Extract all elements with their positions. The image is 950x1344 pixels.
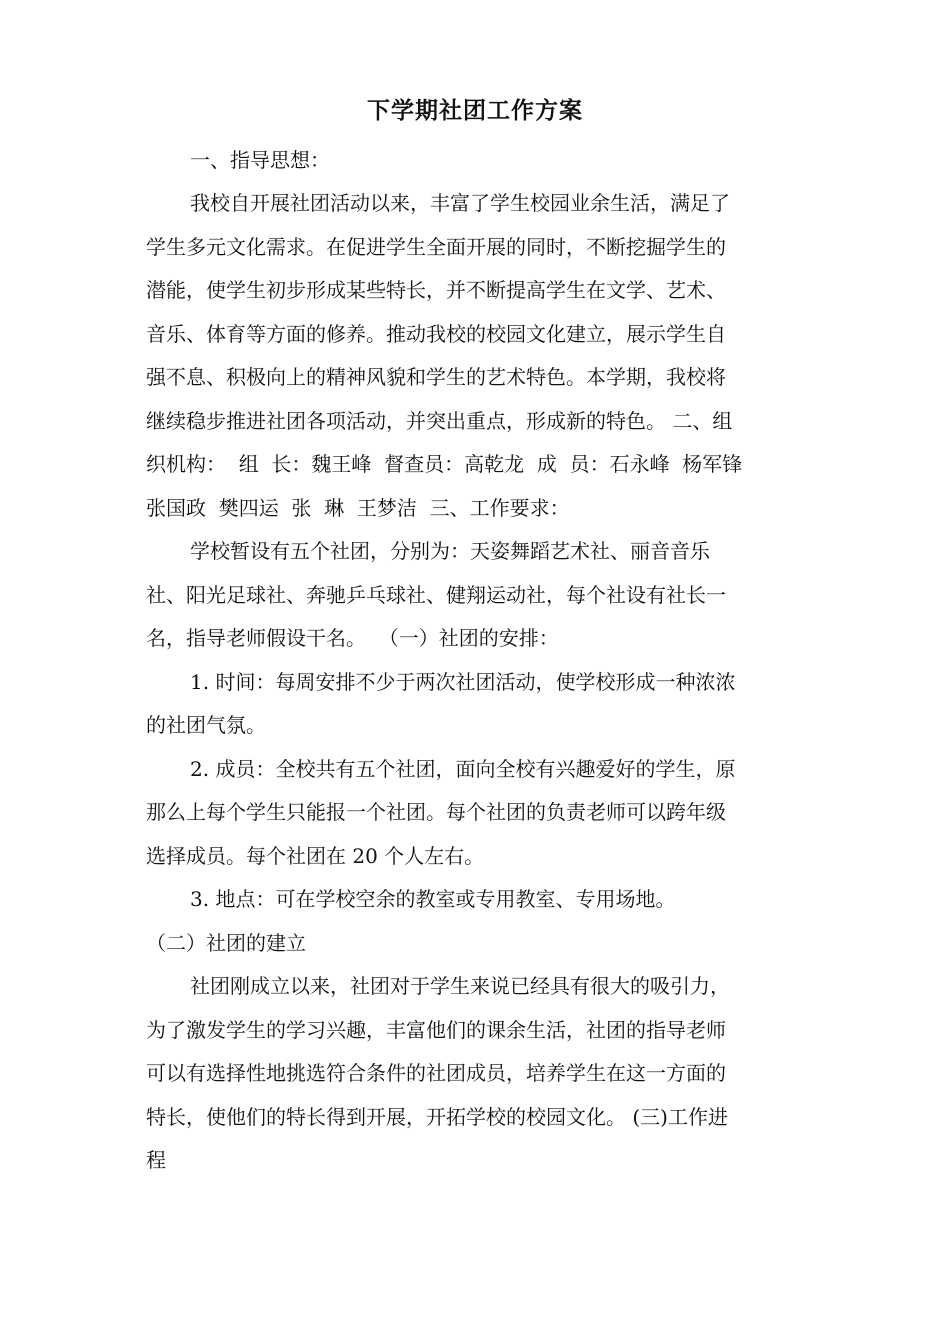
paragraph-line: 音乐、体育等方面的修养。推动我校的校园文化建立，展示学生自 (146, 322, 726, 346)
paragraph-line: 潜能，使学生初步形成某些特长，并不断提高学生在文学、艺术、 (146, 278, 726, 302)
paragraph-line: 我校自开展社团活动以来，丰富了学生校园业余生活，满足了 (190, 191, 730, 215)
paragraph-line: 继续稳步推进社团各项活动，并突出重点，形成新的特色。 二、组 (146, 409, 733, 433)
paragraph-line: 选择成员。每个社团在 20 个人左右。 (146, 844, 485, 868)
paragraph-line: 为了激发学生的学习兴趣，丰富他们的课余生活，社团的指导老师 (146, 1018, 726, 1042)
section-heading: 一、指导思想： (190, 148, 330, 172)
document-title: 下学期社团工作方案 (367, 98, 583, 124)
paragraph-line: 学校暂设有五个社团，分别为：天姿舞蹈艺术社、丽音音乐 (190, 539, 710, 563)
paragraph-line: 张国政 樊四运 张 琳 王梦洁 三、工作要求： (146, 496, 570, 520)
paragraph-line: 学生多元文化需求。在促进学生全面开展的同时，不断挖掘学生的 (146, 235, 726, 259)
paragraph-line: 特长，使他们的特长得到开展，开拓学校的校园文化。 (三)工作进 (146, 1105, 728, 1129)
paragraph-line: 可以有选择性地挑选符合条件的社团成员，培养学生在这一方面的 (146, 1061, 726, 1085)
paragraph-line: 名，指导老师假设干名。 （一）社团的安排： (146, 626, 559, 650)
paragraph-line: 社团刚成立以来，社团对于学生来说已经具有很大的吸引力， (190, 974, 730, 998)
section-heading: （二）社团的建立 (146, 931, 306, 955)
paragraph-line: 的社团气氛。 (146, 713, 266, 737)
paragraph-line: 社、阳光足球社、奔驰乒乓球社、健翔运动社，每个社设有社长一 (146, 583, 726, 607)
paragraph-line: 1. 时间：每周安排不少于两次社团活动，使学校形成一种浓浓 (190, 670, 736, 694)
paragraph-line: 强不息、积极向上的精神风貌和学生的艺术特色。本学期，我校将 (146, 365, 726, 389)
paragraph-line: 程 (146, 1148, 166, 1172)
paragraph-line: 3. 地点：可在学校空余的教室或专用教室、专用场地。 (190, 887, 676, 911)
paragraph-line: 2. 成员：全校共有五个社团，面向全校有兴趣爱好的学生，原 (190, 757, 736, 781)
paragraph-line: 织机构： 组 长：魏王峰 督查员：高乾龙 成 员：石永峰 杨军锋 (146, 452, 743, 476)
paragraph-line: 那么上每个学生只能报一个社团。每个社团的负责老师可以跨年级 (146, 800, 726, 824)
